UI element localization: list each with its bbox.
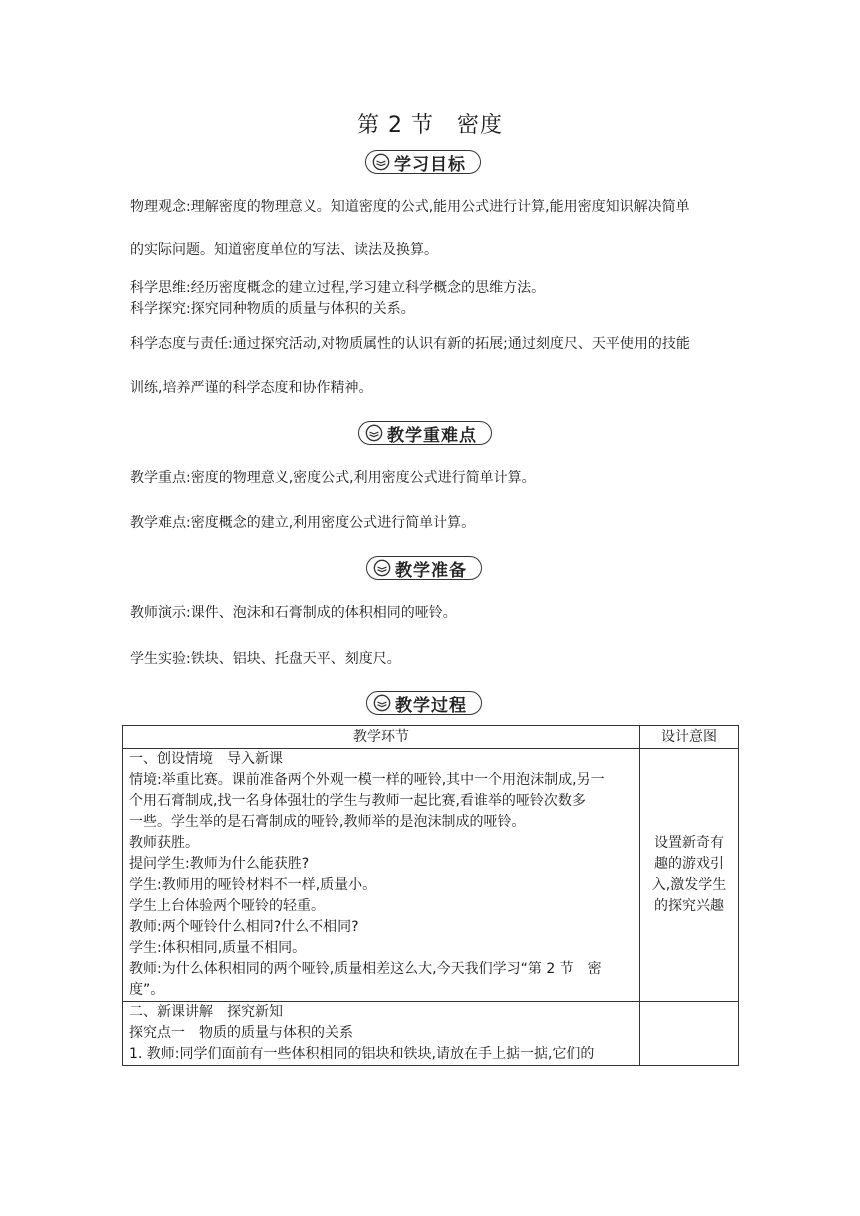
cell-line: 入,激发学生 [651,877,727,893]
section-title-process: 教学过程 [395,695,467,716]
cell-line: 一、创设情境 导入新课 [129,751,283,767]
cell-line: 二、新课讲解 探究新知 [129,1004,283,1020]
cell-line: 学生上台体验两个哑铃的轻重。 [129,898,325,914]
book-icon [372,153,390,171]
cell-line: 一些。学生举的是石膏制成的哑铃,教师举的是泡沫制成的哑铃。 [129,814,526,830]
section-badge-goals [365,150,481,174]
table-row [123,749,739,1002]
cell-line: 趣的游戏引 [654,856,724,872]
cell-line: 的探究兴趣 [654,898,724,914]
goal-physics-concept-line1: 物理观念:理解密度的物理意义。知道密度的公式,能用公式进行计算,能用密度知识解决简单 [130,199,690,215]
header-design-intent: 设计意图 [640,726,739,749]
cell-line: 情境:举重比赛。课前准备两个外观一模一样的哑铃,其中一个用泡沫制成,另一 [129,772,605,788]
section-badge-key-points [358,421,492,445]
table-header-row [123,726,739,749]
table-cell-intent [640,749,739,1002]
cell-line: 提问学生:教师为什么能获胜? [129,856,310,872]
cell-line: 教师:为什么体积相同的两个哑铃,质量相差这么大,今天我们学习“第 2 节 密 [129,961,602,977]
teaching-process-table [122,725,739,1066]
book-icon [373,694,391,712]
teacher-demo: 教师演示:课件、泡沫和石膏制成的体积相同的哑铃。 [130,605,457,621]
goal-scientific-inquiry: 科学探究:探究同种物质的质量与体积的关系。 [130,301,415,317]
goal-attitude-line1: 科学态度与责任:通过探究活动,对物质属性的认识有新的拓展;通过刻度尺、天平使用的技能 [130,336,690,352]
book-icon [365,424,383,442]
book-icon [373,559,391,577]
cell-line: 探究点一 物质的质量与体积的关系 [129,1025,353,1041]
table-cell-intro [123,749,640,1002]
goal-physics-concept-line2: 的实际问题。知道密度单位的写法、读法及换算。 [130,242,438,258]
goal-attitude-line2: 训练,培养严谨的科学态度和协作精神。 [130,380,373,396]
cell-line: 教师:两个哑铃什么相同?什么不相同? [129,919,359,935]
cell-line: 教师获胜。 [129,835,199,851]
teaching-focus: 教学重点:密度的物理意义,密度公式,利用密度公式进行简单计算。 [130,470,536,486]
section-badge-process [366,691,482,715]
table-cell-intent-empty [640,1002,739,1066]
section-title-key-points: 教学重难点 [387,425,477,446]
table-row [123,1002,739,1066]
student-experiment: 学生实验:铁块、铝块、托盘天平、刻度尺。 [130,651,401,667]
section-title-preparation: 教学准备 [395,560,467,581]
teaching-difficulty: 教学难点:密度概念的建立,利用密度公式进行简单计算。 [130,515,476,531]
cell-line: 度”。 [129,982,165,998]
cell-line: 个用石膏制成,找一名身体强壮的学生与教师一起比赛,看谁举的哑铃次数多 [129,793,586,809]
header-teaching-steps: 教学环节 [123,726,640,749]
cell-line: 设置新奇有 [654,835,724,851]
section-badge-preparation [366,556,482,580]
table-cell-new-lesson [123,1002,640,1066]
goal-scientific-thinking: 科学思维:经历密度概念的建立过程,学习建立科学概念的思维方法。 [130,280,546,296]
page-title: 第 2 节 密度 [357,113,503,138]
section-title-goals: 学习目标 [394,154,466,175]
cell-line: 学生:教师用的哑铃材料不一样,质量小。 [129,877,377,893]
cell-line: 1. 教师:同学们面前有一些体积相同的铝块和铁块,请放在手上掂一掂,它们的 [129,1046,595,1062]
cell-line: 学生:体积相同,质量不相同。 [129,940,307,956]
